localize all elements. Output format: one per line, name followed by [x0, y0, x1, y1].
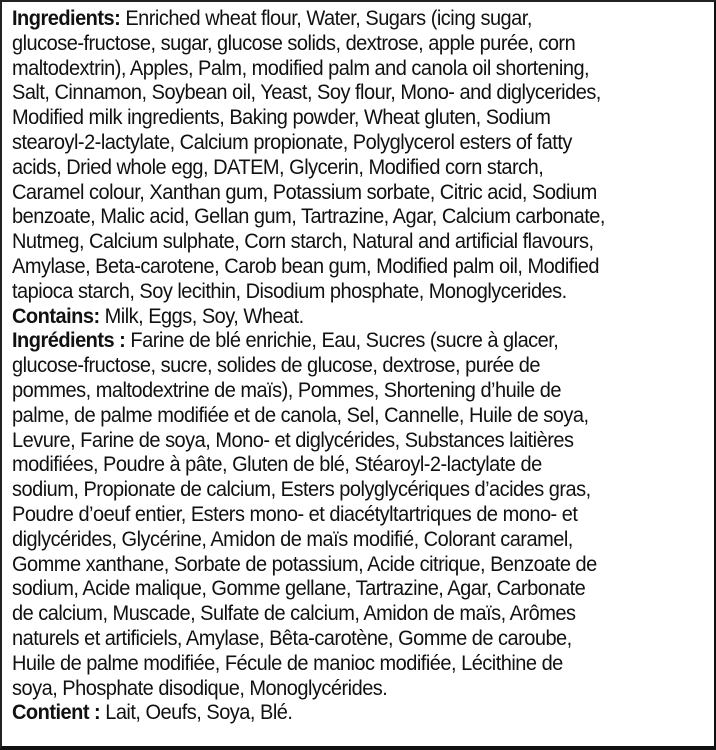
french-ingredients-line: glucose-fructose, sucre, solides de glucose, dextrose, purée de [12, 353, 540, 378]
english-ingredients-line: maltodextrin), Apples, Palm, modified palm and canola oil shortening, [12, 55, 590, 80]
french-ingredients-line: Poudre d’oeuf entier, Esters mono- et diacétyltartriques de mono- et [12, 501, 578, 526]
french-ingredients-text: Farine de blé enrichie, Eau, Sucres (sucre à glacer, [125, 328, 559, 353]
english-ingredients-line: glucose-fructose, sugar, glucose solids, dextrose, apple purée, corn [12, 30, 576, 55]
french-contains-heading: Contient : [12, 700, 101, 725]
english-ingredients-line: Amylase, Beta-carotene, Carob bean gum, Modified palm oil, Modified [12, 253, 600, 278]
english-contains-heading: Contains: [12, 303, 100, 328]
french-ingredients-line: Huile de palme modifiée, Fécule de manioc modifiée, Lécithine de [12, 650, 563, 675]
french-ingredients-line: sodium, Propionate de calcium, Esters polyglycériques d’acides gras, [12, 477, 591, 502]
french-ingredients-heading: Ingrédients : [12, 328, 126, 353]
french-ingredients-first-line [12, 328, 711, 353]
french-ingredients-line: modifiées, Poudre à pâte, Gluten de blé, Stéaroyl-2-lactylate de [12, 452, 542, 477]
english-ingredients-heading: Ingredients: [12, 6, 121, 30]
french-ingredients-line: palme, de palme modifiée et de canola, Sel, Cannelle, Huile de soya, [12, 402, 589, 427]
french-ingredients-line: sodium, Acide malique, Gomme gellane, Tartrazine, Agar, Carbonate [12, 576, 586, 601]
french-ingredients-line: de calcium, Muscade, Sulfate de calcium, Amidon de maïs, Arômes [12, 601, 576, 626]
french-contains-text: Lait, Oeufs, Soya, Blé. [100, 700, 293, 725]
french-ingredients-line: Levure, Farine de soya, Mono- et diglycérides, Substances laitières [12, 427, 574, 452]
english-contains-text: Milk, Eggs, Soy, Wheat. [99, 303, 304, 328]
french-allergen-line [12, 700, 711, 725]
english-ingredients-line: Modified milk ingredients, Baking powder, Wheat gluten, Sodium [12, 105, 551, 130]
english-ingredients-line: Salt, Cinnamon, Soybean oil, Yeast, Soy flour, Mono- and diglycerides, [12, 80, 601, 105]
french-ingredients-line: pommes, maltodextrine de maïs), Pommes, Shortening d’huile de [12, 377, 561, 402]
french-ingredients-line: diglycérides, Glycérine, Amidon de maïs modifié, Colorant caramel, [12, 526, 573, 551]
english-allergen-line [12, 304, 711, 329]
english-ingredients-line: acids, Dried whole egg, DATEM, Glycerin, Modified corn starch, [12, 154, 544, 179]
ingredients-text-block [12, 6, 711, 725]
english-ingredients-first-line [12, 6, 711, 31]
english-ingredients-line: stearoyl-2-lactylate, Calcium propionate, Polyglycerol esters of fatty [12, 129, 572, 154]
french-ingredients-line: naturels et artificiels, Amylase, Bêta-carotène, Gomme de caroube, [12, 625, 572, 650]
english-ingredients-line: benzoate, Malic acid, Gellan gum, Tartrazine, Agar, Calcium carbonate, [12, 204, 605, 229]
english-ingredients-line: Caramel colour, Xanthan gum, Potassium sorbate, Citric acid, Sodium [12, 179, 597, 204]
english-ingredients-line: tapioca starch, Soy lecithin, Disodium phosphate, Monoglycerides. [12, 278, 567, 303]
french-ingredients-line: soya, Phosphate disodique, Monoglycérides. [12, 675, 388, 700]
french-ingredients-line: Gomme xanthane, Sorbate de potassium, Acide citrique, Benzoate de [12, 551, 597, 576]
english-ingredients-line: Nutmeg, Calcium sulphate, Corn starch, Natural and artificial flavours, [12, 229, 594, 254]
english-ingredients-text: Enriched wheat flour, Water, Sugars (icing sugar, [120, 6, 532, 30]
